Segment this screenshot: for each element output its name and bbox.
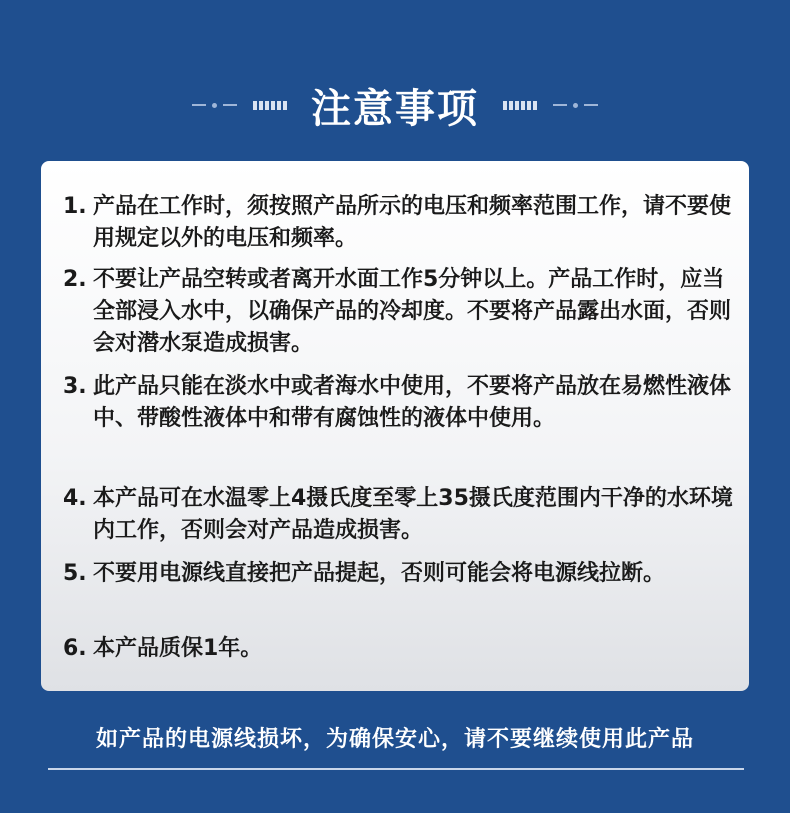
item-text: 不要用电源线直接把产品提起，否则可能会将电源线拉断。	[93, 561, 666, 586]
header	[0, 70, 790, 140]
page-title: 注意事项	[311, 85, 479, 132]
notice-item-4	[63, 483, 739, 547]
notice-item-2	[63, 264, 739, 360]
right-decoration	[493, 101, 598, 110]
notice-item-3	[63, 371, 739, 435]
item-number: 2.	[63, 267, 87, 292]
item-number: 5.	[63, 561, 87, 586]
item-text: 不要让产品空转或者离开水面工作5分钟以上。产品工作时，应当全部浸入水中，以确保产品的冷却度。不要将产品露出水面，否则会对潜水泵造成损害。	[93, 267, 732, 356]
item-text: 本产品可在水温零上4摄氏度至零上35摄氏度范围内干净的水环境内工作，否则会对产品造成损害。	[93, 486, 733, 543]
item-text: 本产品质保1年。	[93, 636, 263, 661]
item-number: 3.	[63, 374, 87, 399]
item-text: 产品在工作时，须按照产品所示的电压和频率范围工作，请不要使用规定以外的电压和频率。	[93, 194, 732, 251]
item-text: 此产品只能在淡水中或者海水中使用，不要将产品放在易燃性液体中、带酸性液体中和带有腐蚀性的液体中使用。	[93, 374, 732, 431]
item-number: 6.	[63, 636, 87, 661]
footer-warning: 如产品的电源线损坏，为确保安心，请不要继续使用此产品	[95, 727, 694, 752]
notice-item-1	[63, 191, 739, 255]
notice-item-5	[63, 558, 739, 590]
notice-card	[41, 161, 749, 691]
notice-item-6	[63, 633, 739, 665]
item-number: 1.	[63, 194, 87, 219]
item-number: 4.	[63, 486, 87, 511]
footer-divider	[48, 768, 744, 770]
left-decoration	[192, 101, 297, 110]
